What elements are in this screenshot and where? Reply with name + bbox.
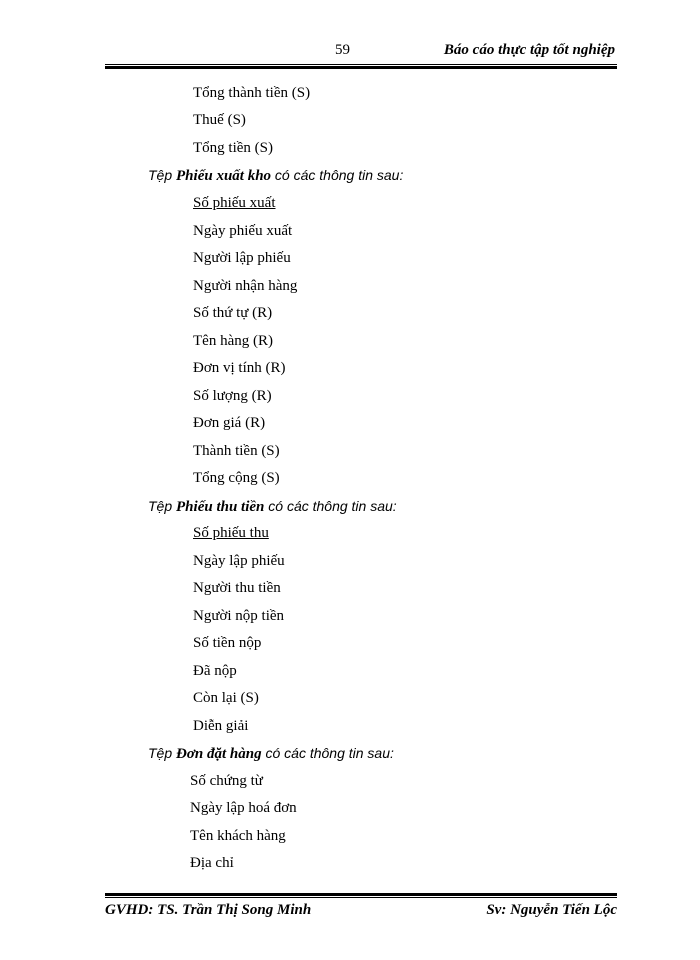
field-line: Số chứng từ [190,773,263,789]
section-prefix: Tệp [148,745,177,761]
section-heading-phieu-thu-tien [148,497,397,516]
section-suffix: có các thông tin sau: [264,498,397,514]
section-name: Phiếu thu tiền [176,499,265,515]
field-line: Đơn vị tính (R) [193,360,286,376]
page-footer [105,900,617,922]
section-heading-don-dat-hang [148,744,394,763]
section-prefix: Tệp [148,498,177,514]
field-line: Ngày lập phiếu [193,553,285,569]
footer-rule-thick [105,893,617,896]
field-line: Tên khách hàng [190,828,286,844]
field-line: Còn lại (S) [193,690,259,706]
field-line: Số thứ tự (R) [193,305,273,321]
field-line: Đã nộp [193,663,237,679]
page-number: 59 [335,42,350,58]
section-name: Đơn đặt hàng [176,746,262,762]
field-line: Người nhận hàng [193,278,298,294]
footer-rule-thin [105,897,617,898]
field-line: Người lập phiếu [193,250,291,266]
section-suffix: có các thông tin sau: [271,167,404,183]
field-line: Tổng cộng (S) [193,470,280,486]
field-line: Tên hàng (R) [193,333,273,349]
section-heading-phieu-xuat-kho [148,166,403,185]
field-line: Đơn giá (R) [193,415,266,431]
footer-student: Sv: Nguyễn Tiến Lộc [486,902,617,918]
key-field: Số phiếu xuất [193,195,276,211]
footer-supervisor: GVHD: TS. Trần Thị Song Minh [105,902,312,918]
key-field: Số phiếu thu [193,525,269,541]
field-line: Thuế (S) [193,112,246,128]
section-suffix: có các thông tin sau: [261,745,394,761]
field-line: Địa chỉ [190,855,234,871]
header-title: Báo cáo thực tập tốt nghiệp [443,42,615,58]
field-line: Ngày lập hoá đơn [190,800,297,816]
section-name: Phiếu xuất kho [176,168,272,184]
field-line: Người thu tiền [193,580,281,596]
field-line: Diễn giải [193,718,249,734]
field-line: Số tiền nộp [193,635,262,651]
field-line: Số lượng (R) [193,388,272,404]
field-line: Thành tiền (S) [193,443,280,459]
field-line: Ngày phiếu xuất [193,223,293,239]
section-prefix: Tệp [148,167,177,183]
field-line: Tổng tiền (S) [193,140,273,156]
field-line: Người nộp tiền [193,608,285,624]
field-line: Tổng thành tiền (S) [193,85,311,101]
